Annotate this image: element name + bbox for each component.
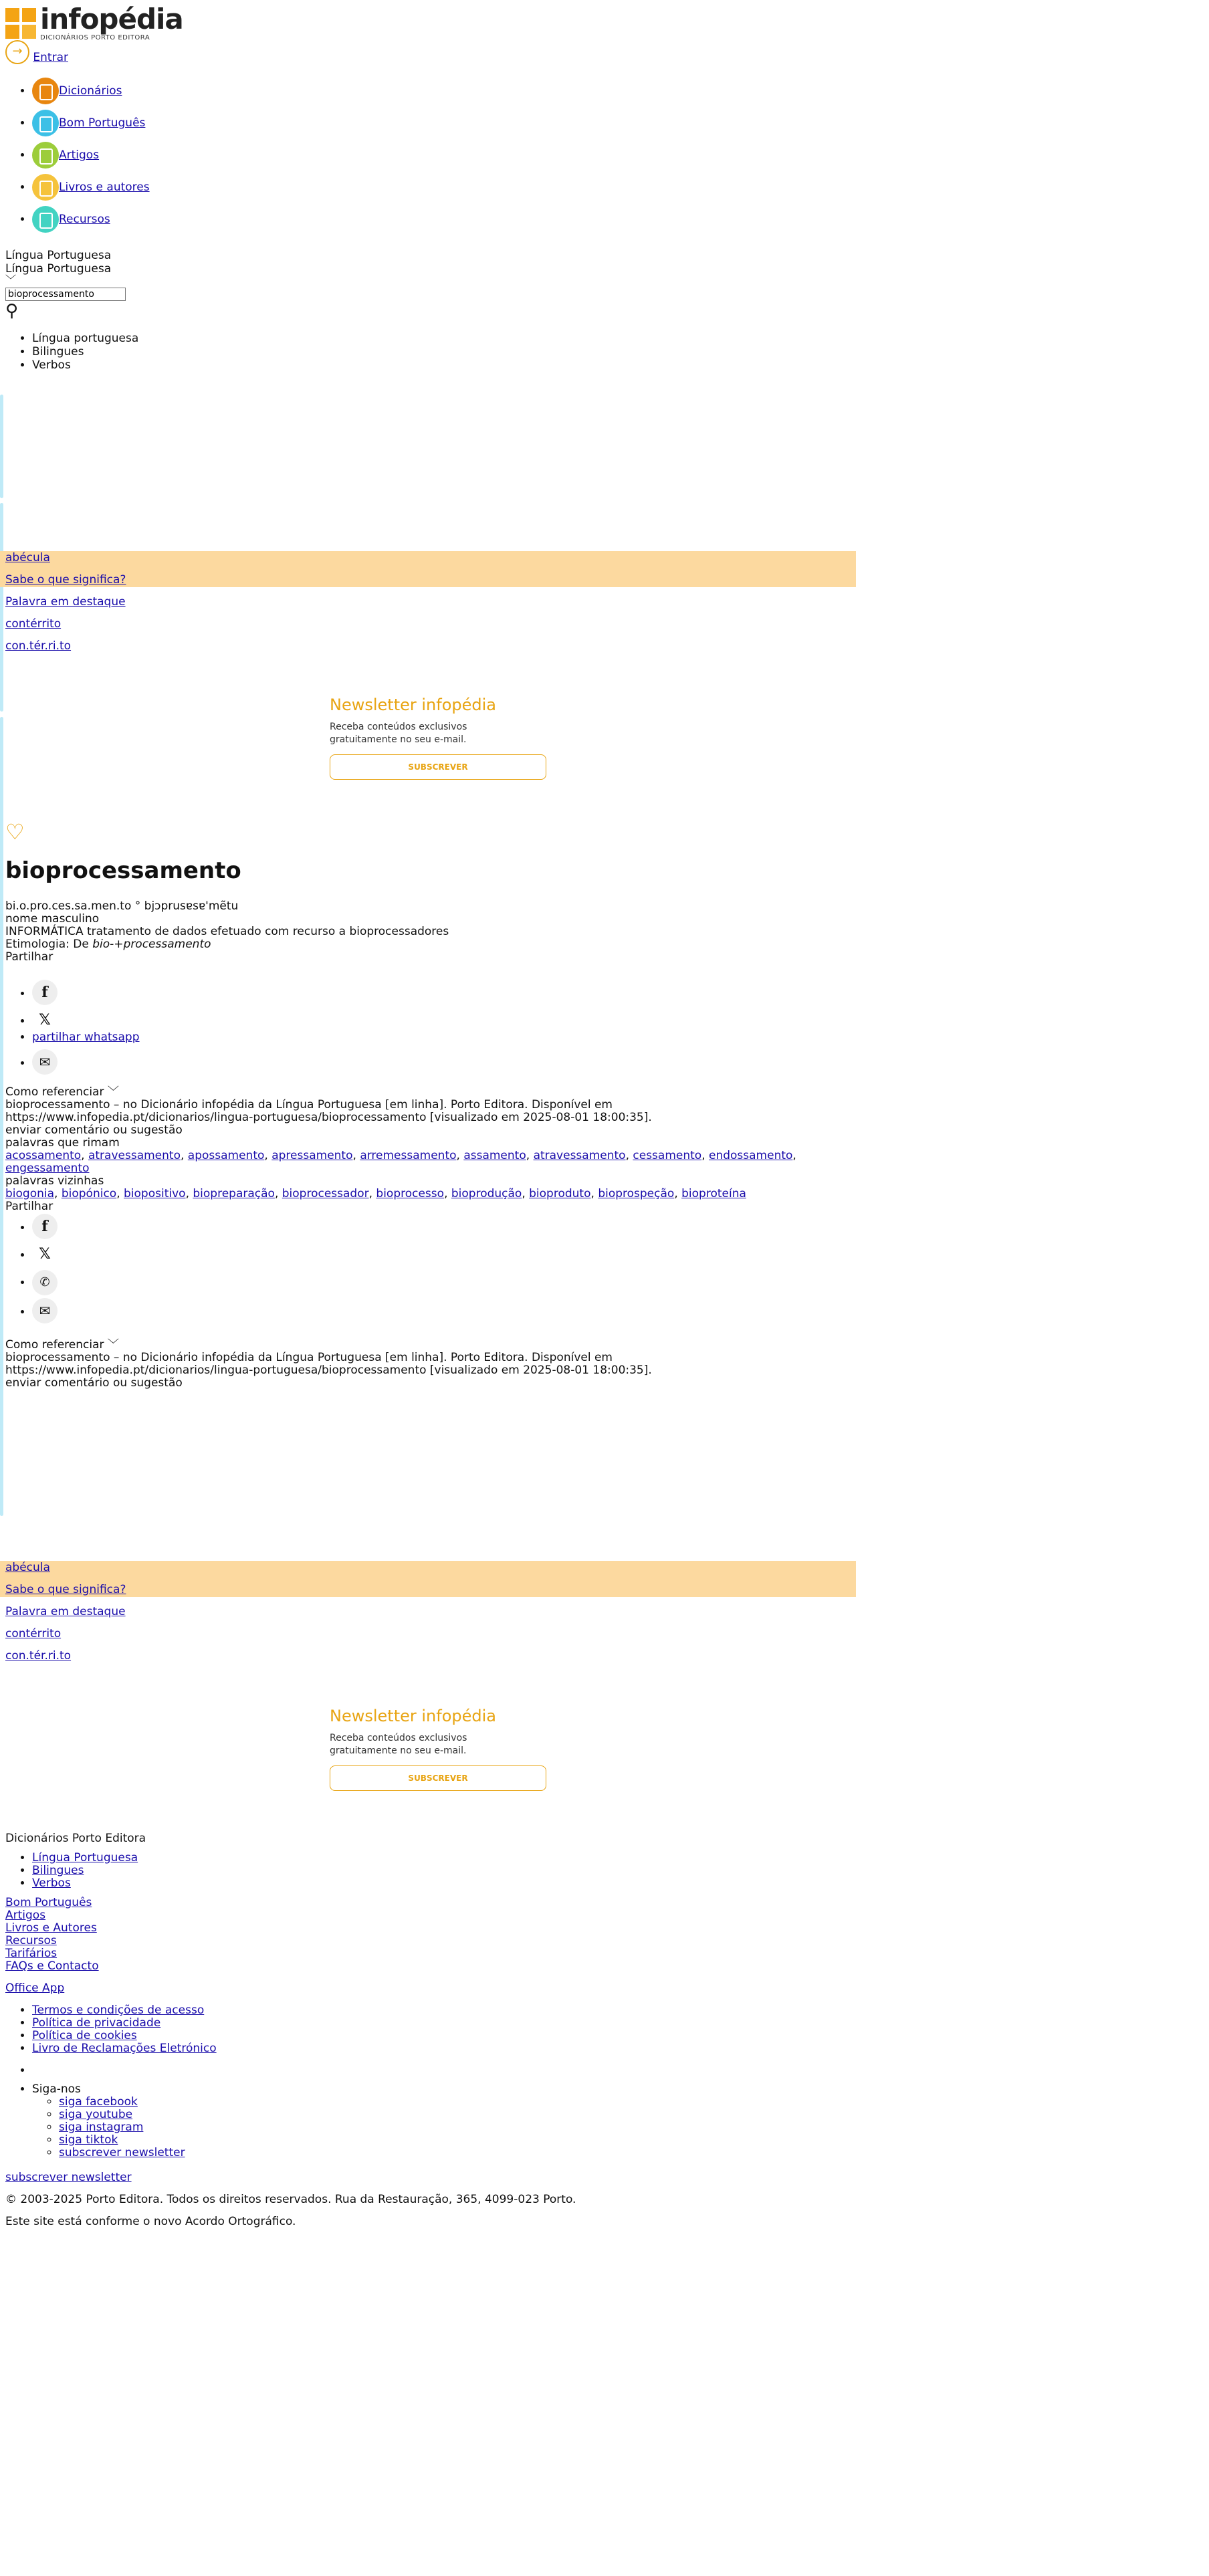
rhyme-link[interactable]: apossamento — [187, 1149, 265, 1162]
neighbor-link[interactable]: biopositivo — [124, 1187, 186, 1200]
share-list — [0, 1214, 58, 1326]
x-twitter-icon[interactable]: 𝕏 — [32, 1242, 58, 1267]
quill-icon — [32, 110, 59, 136]
subscribe-button[interactable]: SUBSCREVER — [330, 754, 546, 780]
newsletter-description: Receba conteúdos exclusivos gratuitamente no seu e-mail. — [330, 722, 467, 745]
rhyme-link[interactable]: assamento — [463, 1149, 526, 1162]
email-icon[interactable]: ✉ — [32, 1049, 58, 1075]
share-label: Partilhar — [5, 950, 53, 964]
rhyme-link[interactable]: endossamento — [709, 1149, 793, 1162]
featured-word-syllables[interactable]: con.tér.ri.to — [5, 1649, 72, 1662]
legal-link[interactable]: Política de cookies — [32, 2029, 137, 2042]
search-icon[interactable]: ⚲ — [5, 301, 19, 321]
dict-option[interactable]: • Verbos — [32, 358, 138, 372]
dictionary-selected: Língua Portuguesa — [5, 249, 112, 262]
neighbor-link[interactable]: biogonia — [5, 1187, 55, 1200]
ad-placeholder — [0, 503, 3, 712]
promo-block — [5, 551, 126, 653]
neighbors-label: palavras vizinhas — [5, 1174, 104, 1188]
neighbors-list: biogonia, biopónico, biopositivo, biopreparação, bioprocessador, bioprocesso, bioprodução, bioproduto, bioprospeção, bioproteína — [5, 1187, 746, 1200]
rhyme-link[interactable]: engessamento — [5, 1162, 90, 1175]
footer-link[interactable]: Tarifários — [5, 1947, 58, 1960]
reference-section — [5, 1086, 841, 1213]
promo-block — [5, 1561, 126, 1662]
neighbor-link[interactable]: biopónico — [61, 1187, 117, 1200]
book-icon — [32, 78, 59, 104]
footer-link[interactable]: Bilingues — [32, 1864, 84, 1877]
footer-link[interactable]: Verbos — [32, 1876, 71, 1890]
follow-section — [5, 2064, 841, 2159]
entry-etymology — [5, 938, 861, 951]
featured-word-label[interactable]: Palavra em destaque — [5, 595, 126, 609]
rhyme-link[interactable]: acossamento — [5, 1149, 82, 1162]
favorite-heart-icon[interactable]: ♡ — [5, 819, 25, 845]
document-icon — [32, 142, 59, 169]
featured-word-label[interactable]: Palavra em destaque — [5, 1605, 126, 1618]
nav-item-livros[interactable] — [32, 174, 150, 206]
footer-link[interactable]: Livros e Autores — [5, 1921, 97, 1935]
entry-headword: bioprocessamento — [5, 857, 241, 884]
share-label: Partilhar — [5, 1200, 53, 1213]
rhymes-label: palavras que rimam — [5, 1136, 120, 1150]
promo-word-link[interactable]: abécula — [5, 1561, 50, 1574]
newsletter-follow-link[interactable]: subscrever newsletter — [59, 2146, 185, 2159]
instagram-follow-link[interactable]: siga instagram — [59, 2121, 144, 2134]
dictionary-options — [0, 332, 138, 372]
rhyme-link[interactable]: apressamento — [271, 1149, 353, 1162]
featured-word-link[interactable]: contérrito — [5, 617, 62, 631]
footer-dict-links — [5, 1852, 841, 1890]
x-twitter-icon[interactable]: 𝕏 — [32, 1008, 58, 1033]
tiktok-follow-link[interactable]: siga tiktok — [59, 2133, 118, 2147]
cite-toggle[interactable] — [5, 1339, 841, 1352]
footer-link[interactable]: Bom Português — [5, 1896, 92, 1909]
rhyme-link[interactable]: atravessamento — [533, 1149, 626, 1162]
footer — [5, 1832, 841, 2228]
cite-toggle[interactable] — [5, 1086, 841, 1099]
chevron-down-icon: ﹀ — [107, 1338, 119, 1352]
newsletter-box — [330, 1707, 546, 1791]
footer-link[interactable]: Artigos — [5, 1909, 46, 1922]
facebook-icon[interactable]: f — [32, 1214, 58, 1239]
featured-word-link[interactable]: contérrito — [5, 1627, 62, 1640]
promo-question-link[interactable]: Sabe o que significa? — [5, 1583, 126, 1596]
share-item[interactable] — [32, 1008, 140, 1031]
word-highlight-banner — [0, 1561, 856, 1597]
login-area — [5, 40, 68, 64]
feedback-link[interactable]: enviar comentário ou sugestão — [5, 1376, 183, 1390]
promo-word-link[interactable]: abécula — [5, 551, 50, 564]
main-nav — [0, 78, 150, 238]
legal-link[interactable]: Termos e condições de acesso — [32, 2004, 205, 2017]
share-item[interactable] — [32, 1049, 140, 1073]
entry-definition — [5, 926, 861, 938]
email-icon[interactable]: ✉ — [32, 1298, 58, 1323]
ad-placeholder — [0, 717, 3, 1516]
share-list — [0, 980, 140, 1073]
orthographic-note: Este site está conforme o novo Acordo Ortográfico. — [5, 2215, 296, 2228]
books-icon — [32, 174, 59, 201]
copyright: © 2003-2025 Porto Editora. Todos os direitos reservados. Rua da Restauração, 365, 4099-023 Porto. — [5, 2193, 576, 2206]
nav-item-bom-portugues[interactable] — [32, 110, 150, 142]
neighbor-link[interactable]: bioprocesso — [376, 1187, 445, 1200]
footer-link[interactable]: Língua Portuguesa — [32, 1851, 138, 1864]
neighbor-link[interactable]: bioprospeção — [598, 1187, 675, 1200]
neighbor-link[interactable]: biopreparação — [193, 1187, 275, 1200]
office-app-link[interactable]: Office App — [5, 1981, 65, 1995]
facebook-icon[interactable]: f — [32, 980, 58, 1005]
footer-link[interactable]: FAQs e Contacto — [5, 1959, 99, 1973]
entry-body — [5, 900, 861, 964]
citation-text: bioprocessamento – no Dicionário infopédia da Língua Portuguesa [em linha]. Porto Editora. Disponível em https://www.infopedia.pt/dicionarios/lingua-portuguesa/bioprocessamento [visualizado em 2025-08-01 18:00:35]. — [5, 1351, 652, 1377]
ad-placeholder — [0, 395, 3, 498]
share-item[interactable] — [32, 1214, 58, 1242]
nav-link-livros[interactable]: Livros e autores — [59, 181, 150, 194]
cite-label: Como referenciar — [5, 1338, 104, 1352]
etymology-label: Etimologia: De — [5, 938, 89, 951]
subscribe-button[interactable]: SUBSCREVER — [330, 1765, 546, 1791]
chevron-down-icon: ﹀ — [107, 1085, 119, 1099]
follow-label: Siga-nos — [32, 2082, 81, 2096]
neighbor-link[interactable]: bioprodução — [451, 1187, 522, 1200]
dictionary-selected-label: Língua Portuguesa — [5, 262, 112, 276]
image-icon — [32, 206, 59, 233]
share-item[interactable] — [32, 1031, 140, 1049]
search-input[interactable] — [5, 288, 126, 301]
legal-link[interactable]: Política de privacidade — [32, 2016, 161, 2030]
nav-link-artigos[interactable]: Artigos — [59, 148, 100, 162]
reference-section-bottom — [5, 1339, 841, 1390]
whatsapp-icon[interactable]: ✆ — [32, 1270, 58, 1295]
share-item[interactable] — [32, 980, 140, 1008]
featured-word-syllables[interactable]: con.tér.ri.to — [5, 639, 72, 653]
site-logo[interactable] — [5, 5, 183, 41]
newsletter-description: Receba conteúdos exclusivos gratuitamente no seu e-mail. — [330, 1733, 467, 1756]
cite-label: Como referenciar — [5, 1085, 104, 1099]
word-highlight-banner — [0, 551, 856, 587]
rhyme-link[interactable]: cessamento — [633, 1149, 702, 1162]
nav-link-recursos[interactable]: Recursos — [59, 213, 110, 226]
entry-pronunciation: bi.o.pro.ces.sa.men.to ° bjɔprusɐsɐ'mẽtu — [5, 899, 239, 913]
dictionary-selector[interactable] — [5, 249, 111, 285]
youtube-follow-link[interactable]: siga youtube — [59, 2108, 133, 2121]
rhymes-list: acossamento, atravessamento, apossamento, apressamento, arremessamento, assamento, atravessamento, cessamento, endossamento, engessamento — [5, 1149, 796, 1175]
nav-link-dicionarios[interactable]: Dicionários — [59, 84, 122, 98]
newsletter-box — [330, 695, 546, 780]
feedback-link[interactable]: enviar comentário ou sugestão — [5, 1123, 183, 1137]
legal-links — [5, 2004, 841, 2055]
neighbor-link[interactable]: bioproduto — [529, 1187, 591, 1200]
share-item[interactable] — [32, 1298, 58, 1326]
promo-question-link[interactable]: Sabe o que significa? — [5, 573, 126, 586]
footer-dict-heading: Dicionários Porto Editora — [5, 1832, 146, 1845]
subscribe-newsletter-link[interactable]: subscrever newsletter — [5, 2171, 132, 2184]
nav-item-recursos[interactable] — [32, 206, 150, 238]
share-item[interactable] — [32, 1242, 58, 1270]
dict-option[interactable]: • Bilingues — [32, 345, 138, 358]
logo-icon — [5, 8, 36, 39]
neighbor-link[interactable]: bioprocessador — [282, 1187, 369, 1200]
logo-title: infopédia — [40, 3, 183, 35]
entry-definition-text: tratamento de dados efetuado com recurso a bioprocessadores — [86, 925, 449, 938]
whatsapp-share-link[interactable]: partilhar whatsapp — [32, 1031, 140, 1044]
legal-link[interactable]: Livro de Reclamações Eletrónico — [32, 2042, 217, 2055]
nav-item-artigos[interactable] — [32, 142, 150, 174]
footer-empty-item — [32, 2064, 841, 2083]
entry-domain: INFORMÁTICA — [5, 925, 84, 938]
nav-link-bom-portugues[interactable]: Bom Português — [59, 116, 146, 130]
nav-item-dicionarios[interactable] — [32, 78, 150, 110]
login-icon: → — [5, 40, 29, 64]
rhyme-link[interactable]: arremessamento — [360, 1149, 457, 1162]
follow-links — [32, 2096, 841, 2159]
newsletter-title: Newsletter infopédia — [330, 1707, 496, 1725]
share-item[interactable] — [32, 1270, 58, 1298]
etymology-value: bio-+processamento — [92, 938, 211, 951]
chevron-down-icon[interactable]: ﹀ — [5, 274, 17, 286]
rhyme-link[interactable]: atravessamento — [88, 1149, 181, 1162]
login-link[interactable]: Entrar — [33, 51, 68, 64]
newsletter-title: Newsletter infopédia — [330, 695, 496, 714]
footer-link[interactable]: Recursos — [5, 1934, 57, 1947]
entry-part-of-speech: nome masculino — [5, 912, 100, 926]
logo-tagline: DICIONÁRIOS PORTO EDITORA — [40, 34, 150, 41]
neighbor-link[interactable]: bioproteína — [681, 1187, 746, 1200]
citation-text: bioprocessamento – no Dicionário infopédia da Língua Portuguesa [em linha]. Porto Editora. Disponível em https://www.infopedia.pt/dicionarios/lingua-portuguesa/bioprocessamento [visualizado em 2025-08-01 18:00:35]. — [5, 1098, 652, 1124]
dict-option[interactable]: • Língua portuguesa — [32, 332, 138, 345]
facebook-follow-link[interactable]: siga facebook — [59, 2095, 138, 2109]
